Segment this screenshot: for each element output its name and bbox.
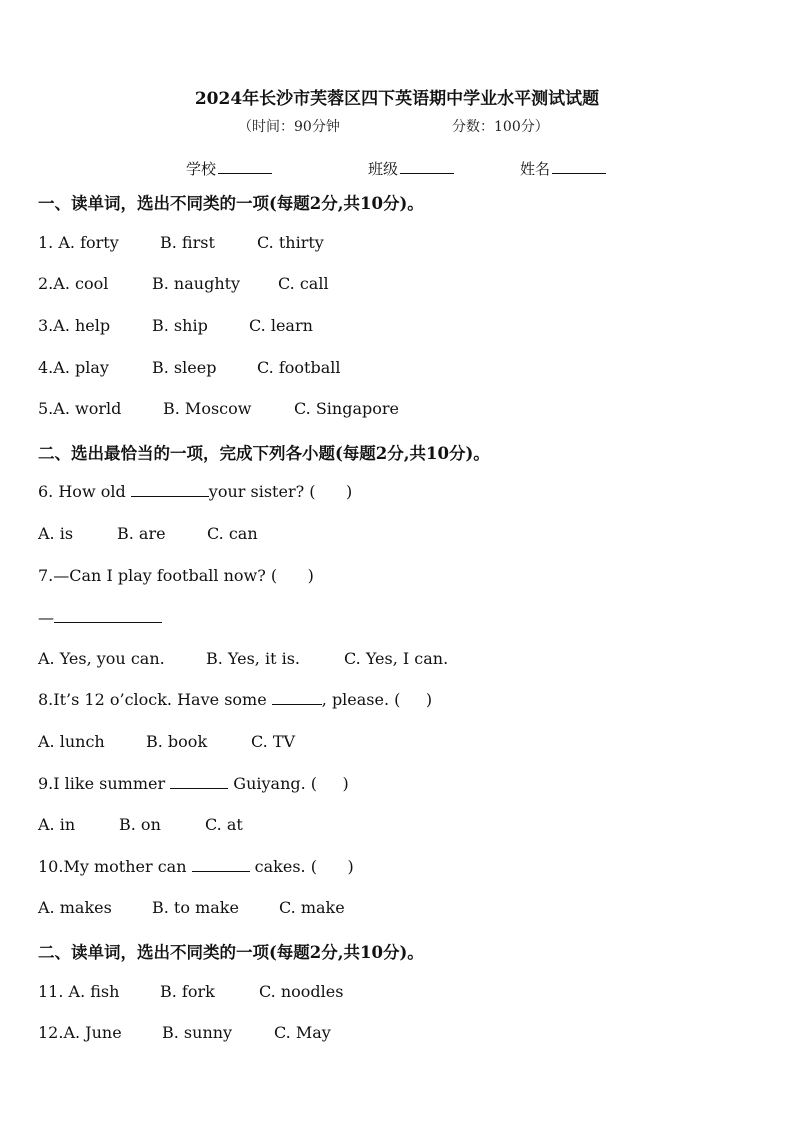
q6-stem-pre: 6. How old	[38, 482, 131, 501]
question-2: 2.A. cool	[38, 274, 109, 293]
page-title: 2024年长沙市芙蓉区四下英语期中学业水平测试试题	[194, 89, 600, 109]
q3-option-c: C. learn	[249, 316, 313, 335]
class-blank[interactable]	[400, 161, 454, 174]
question-11: 11. A. fish	[38, 982, 120, 1001]
q7-reply-line	[38, 608, 162, 627]
q10-option-b: B. to make	[152, 898, 239, 917]
question-5: 5.A. world	[38, 399, 122, 418]
q9-option-a: A. in	[38, 815, 76, 834]
q10-option-a: A. makes	[38, 898, 112, 917]
section-3-heading: 二、读单词，选出不同类的一项(每题2分,共10分)。	[38, 943, 424, 962]
q7-answer-blank[interactable]	[54, 608, 162, 623]
q8-option-b: B. book	[146, 732, 208, 751]
name-field	[520, 158, 606, 179]
question-9	[38, 774, 349, 793]
name-blank[interactable]	[552, 161, 606, 174]
q9-option-c: C. at	[205, 815, 243, 834]
q1-option-c: C. thirty	[257, 233, 324, 252]
q12-option-c: C. May	[274, 1023, 331, 1042]
q10-stem-post: cakes. ( )	[249, 857, 354, 876]
q10-answer-blank[interactable]	[192, 857, 250, 872]
q8-stem-pre: 8.It’s 12 o’clock. Have some	[38, 690, 272, 709]
school-field	[186, 158, 272, 179]
q6-stem-post: your sister? ( )	[208, 482, 353, 501]
question-10	[38, 857, 354, 876]
q11-option-c: C. noodles	[259, 982, 344, 1001]
q6-option-b: B. are	[117, 524, 166, 543]
q11-option-b: B. fork	[160, 982, 215, 1001]
q8-answer-blank[interactable]	[272, 690, 322, 705]
q9-stem-pre: 9.I like summer	[38, 774, 171, 793]
q8-option-c: C. TV	[251, 732, 296, 751]
q8-stem-post: , please. ( )	[321, 690, 433, 709]
question-7: 7.—Can I play football now? ( )	[38, 566, 314, 585]
class-field	[368, 158, 454, 179]
q6-option-c: C. can	[207, 524, 258, 543]
question-8	[38, 690, 432, 709]
q7-option-a: A. Yes, you can.	[38, 649, 165, 668]
exam-time: （时间：90分钟	[238, 119, 340, 135]
q7-option-c: C. Yes, I can.	[344, 649, 449, 668]
q3-option-b: B. ship	[152, 316, 208, 335]
q5-option-c: C. Singapore	[294, 399, 399, 418]
q2-option-b: B. naughty	[152, 274, 241, 293]
question-3: 3.A. help	[38, 316, 111, 335]
school-label: 学校	[186, 160, 217, 178]
class-label: 班级	[368, 160, 399, 178]
q10-stem-pre: 10.My mother can	[38, 857, 192, 876]
q6-answer-blank[interactable]	[131, 482, 209, 497]
question-6	[38, 482, 352, 501]
q5-option-b: B. Moscow	[163, 399, 252, 418]
q12-option-b: B. sunny	[162, 1023, 233, 1042]
question-1: 1. A. forty	[38, 233, 119, 252]
school-blank[interactable]	[218, 161, 272, 174]
q9-answer-blank[interactable]	[170, 774, 228, 789]
section-2-heading: 二、选出最恰当的一项，完成下列各小题(每题2分,共10分)。	[38, 444, 490, 463]
q2-option-c: C. call	[278, 274, 329, 293]
q1-option-b: B. first	[160, 233, 215, 252]
q7-reply-dash: —	[38, 608, 54, 627]
q9-option-b: B. on	[119, 815, 161, 834]
question-4: 4.A. play	[38, 358, 109, 377]
q4-option-b: B. sleep	[152, 358, 217, 377]
q8-option-a: A. lunch	[38, 732, 105, 751]
exam-score: 分数：100分）	[452, 119, 549, 135]
name-label: 姓名	[520, 160, 551, 178]
question-12: 12.A. June	[38, 1023, 122, 1042]
q10-option-c: C. make	[279, 898, 345, 917]
q4-option-c: C. football	[257, 358, 341, 377]
section-1-heading: 一、读单词，选出不同类的一项(每题2分,共10分)。	[38, 194, 424, 213]
q9-stem-post: Guiyang. ( )	[228, 774, 349, 793]
q7-option-b: B. Yes, it is.	[206, 649, 300, 668]
q6-option-a: A. is	[38, 524, 74, 543]
